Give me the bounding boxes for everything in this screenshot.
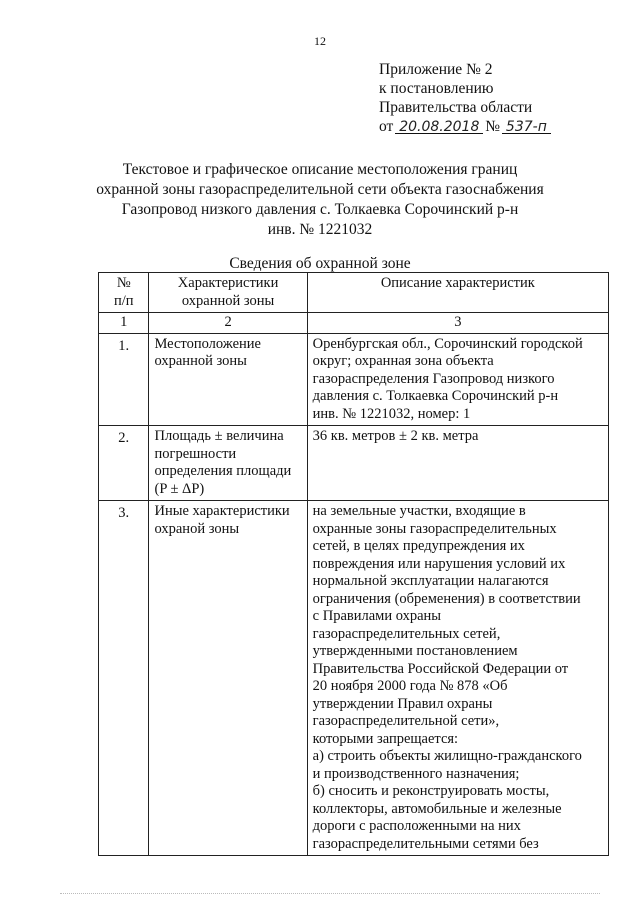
characteristic-line: погрешности	[154, 445, 237, 462]
table-row	[99, 501, 609, 856]
characteristic-name	[149, 333, 307, 426]
description-line: дороги с расположенными на них	[312, 818, 521, 834]
description-line: газораспределительной сети»,	[312, 713, 500, 729]
description-line: давления с. Толкаевка Сорочинский р-н	[312, 388, 559, 404]
table-row	[99, 426, 609, 501]
characteristic-line: определения площади	[154, 463, 292, 479]
description-line: и производственного назначения;	[312, 765, 520, 782]
title-line-4: инв. № 1221032	[267, 221, 373, 238]
header-characteristics-line-2: охранной зоны	[181, 292, 275, 309]
description-line: на земельные участки, входящие в	[312, 503, 526, 519]
description-line: сетей, в целях предупреждения их	[312, 538, 525, 554]
column-number: 1	[99, 313, 149, 334]
appendix-line-1: Приложение № 2	[379, 61, 493, 78]
number-prefix: №	[485, 118, 501, 135]
description-line: Правительства Российской Федерации от	[312, 660, 569, 677]
table-row	[99, 333, 609, 426]
header-characteristics-line-1: Характеристики	[177, 275, 279, 291]
header-number-line-1: №	[116, 275, 131, 291]
description-line: округ; охранная зона объекта	[312, 353, 494, 369]
description-line: нормальной эксплуатации налагаются	[312, 573, 549, 589]
description-line: с Правилами охраны	[312, 608, 442, 624]
characteristic-description	[307, 426, 608, 501]
characteristic-name	[149, 426, 307, 501]
description-line: а) строить объекты жилищно-гражданского	[312, 748, 582, 764]
table-header-row	[99, 273, 609, 313]
appendix-date-line	[379, 117, 549, 137]
description-line: газораспределения Газопровод низкого	[312, 370, 555, 387]
characteristic-line: Местоположение	[154, 335, 261, 352]
characteristic-line: Иные характеристики	[154, 503, 290, 519]
description-line: газораспределительными сетями без	[312, 835, 539, 852]
characteristic-line: охранной зоны	[154, 353, 247, 369]
description-line: утвержденными постановлением	[312, 643, 518, 659]
row-number: 2.	[99, 426, 149, 501]
description-line: б) сносить и реконструировать мосты,	[312, 783, 550, 799]
characteristic-line: (P ± ΔP)	[154, 480, 205, 497]
title-line-1: Текстовое и графическое описание местоположения границ	[122, 161, 518, 178]
page-edge-marks	[60, 893, 600, 894]
description-line: утверждении Правил охраны	[312, 695, 493, 712]
appendix-line-2: к постановлению	[379, 80, 494, 97]
description-line: газораспределительных сетей,	[312, 625, 501, 642]
appendix-block	[379, 60, 549, 137]
description-line: коллекторы, автомобильные и железные	[312, 800, 562, 817]
header-description: Описание характеристик	[307, 273, 608, 313]
description-line: 20 ноября 2000 года № 878 «Об	[312, 678, 508, 694]
row-number: 3.	[99, 501, 149, 856]
header-number	[99, 273, 149, 313]
handwritten-number: 537-п	[505, 119, 547, 135]
description-line: повреждения или нарушения условий их	[312, 555, 566, 572]
description-line: которыми запрещается:	[312, 730, 459, 747]
column-number: 3	[307, 313, 608, 334]
description-line: охранные зоны газораспределительных	[312, 520, 557, 537]
characteristic-line: охраной зоны	[154, 520, 240, 537]
table-body	[99, 333, 609, 856]
appendix-line-3: Правительства области	[379, 99, 533, 116]
zone-info-table	[98, 272, 609, 856]
column-number: 2	[149, 313, 307, 334]
description-line: инв. № 1221032, номер: 1	[312, 405, 471, 422]
handwritten-date: 20.08.2018	[399, 119, 480, 135]
table-caption: Сведения об охранной зоне	[229, 255, 411, 272]
page-number: 12	[314, 34, 326, 48]
description-line: 36 кв. метров ± 2 кв. метра	[312, 428, 479, 444]
description-line: ограничения (обременения) в соответствии	[312, 590, 581, 607]
document-title	[0, 160, 640, 240]
row-number: 1.	[99, 333, 149, 426]
characteristic-description	[307, 501, 608, 856]
date-prefix: от	[379, 118, 394, 135]
title-line-3: Газопровод низкого давления с. Толкаевка Сорочинский р-н	[121, 201, 519, 218]
column-number-row	[99, 313, 609, 334]
title-line-2: охранной зоны газораспределительной сети объекта газоснабжения	[96, 181, 544, 198]
characteristic-line: Площадь ± величина	[154, 428, 284, 444]
characteristic-description	[307, 333, 608, 426]
header-characteristics	[149, 273, 307, 313]
description-line: Оренбургская обл., Сорочинский городской	[312, 335, 583, 352]
header-number-line-2: п/п	[113, 292, 134, 309]
characteristic-name	[149, 501, 307, 856]
